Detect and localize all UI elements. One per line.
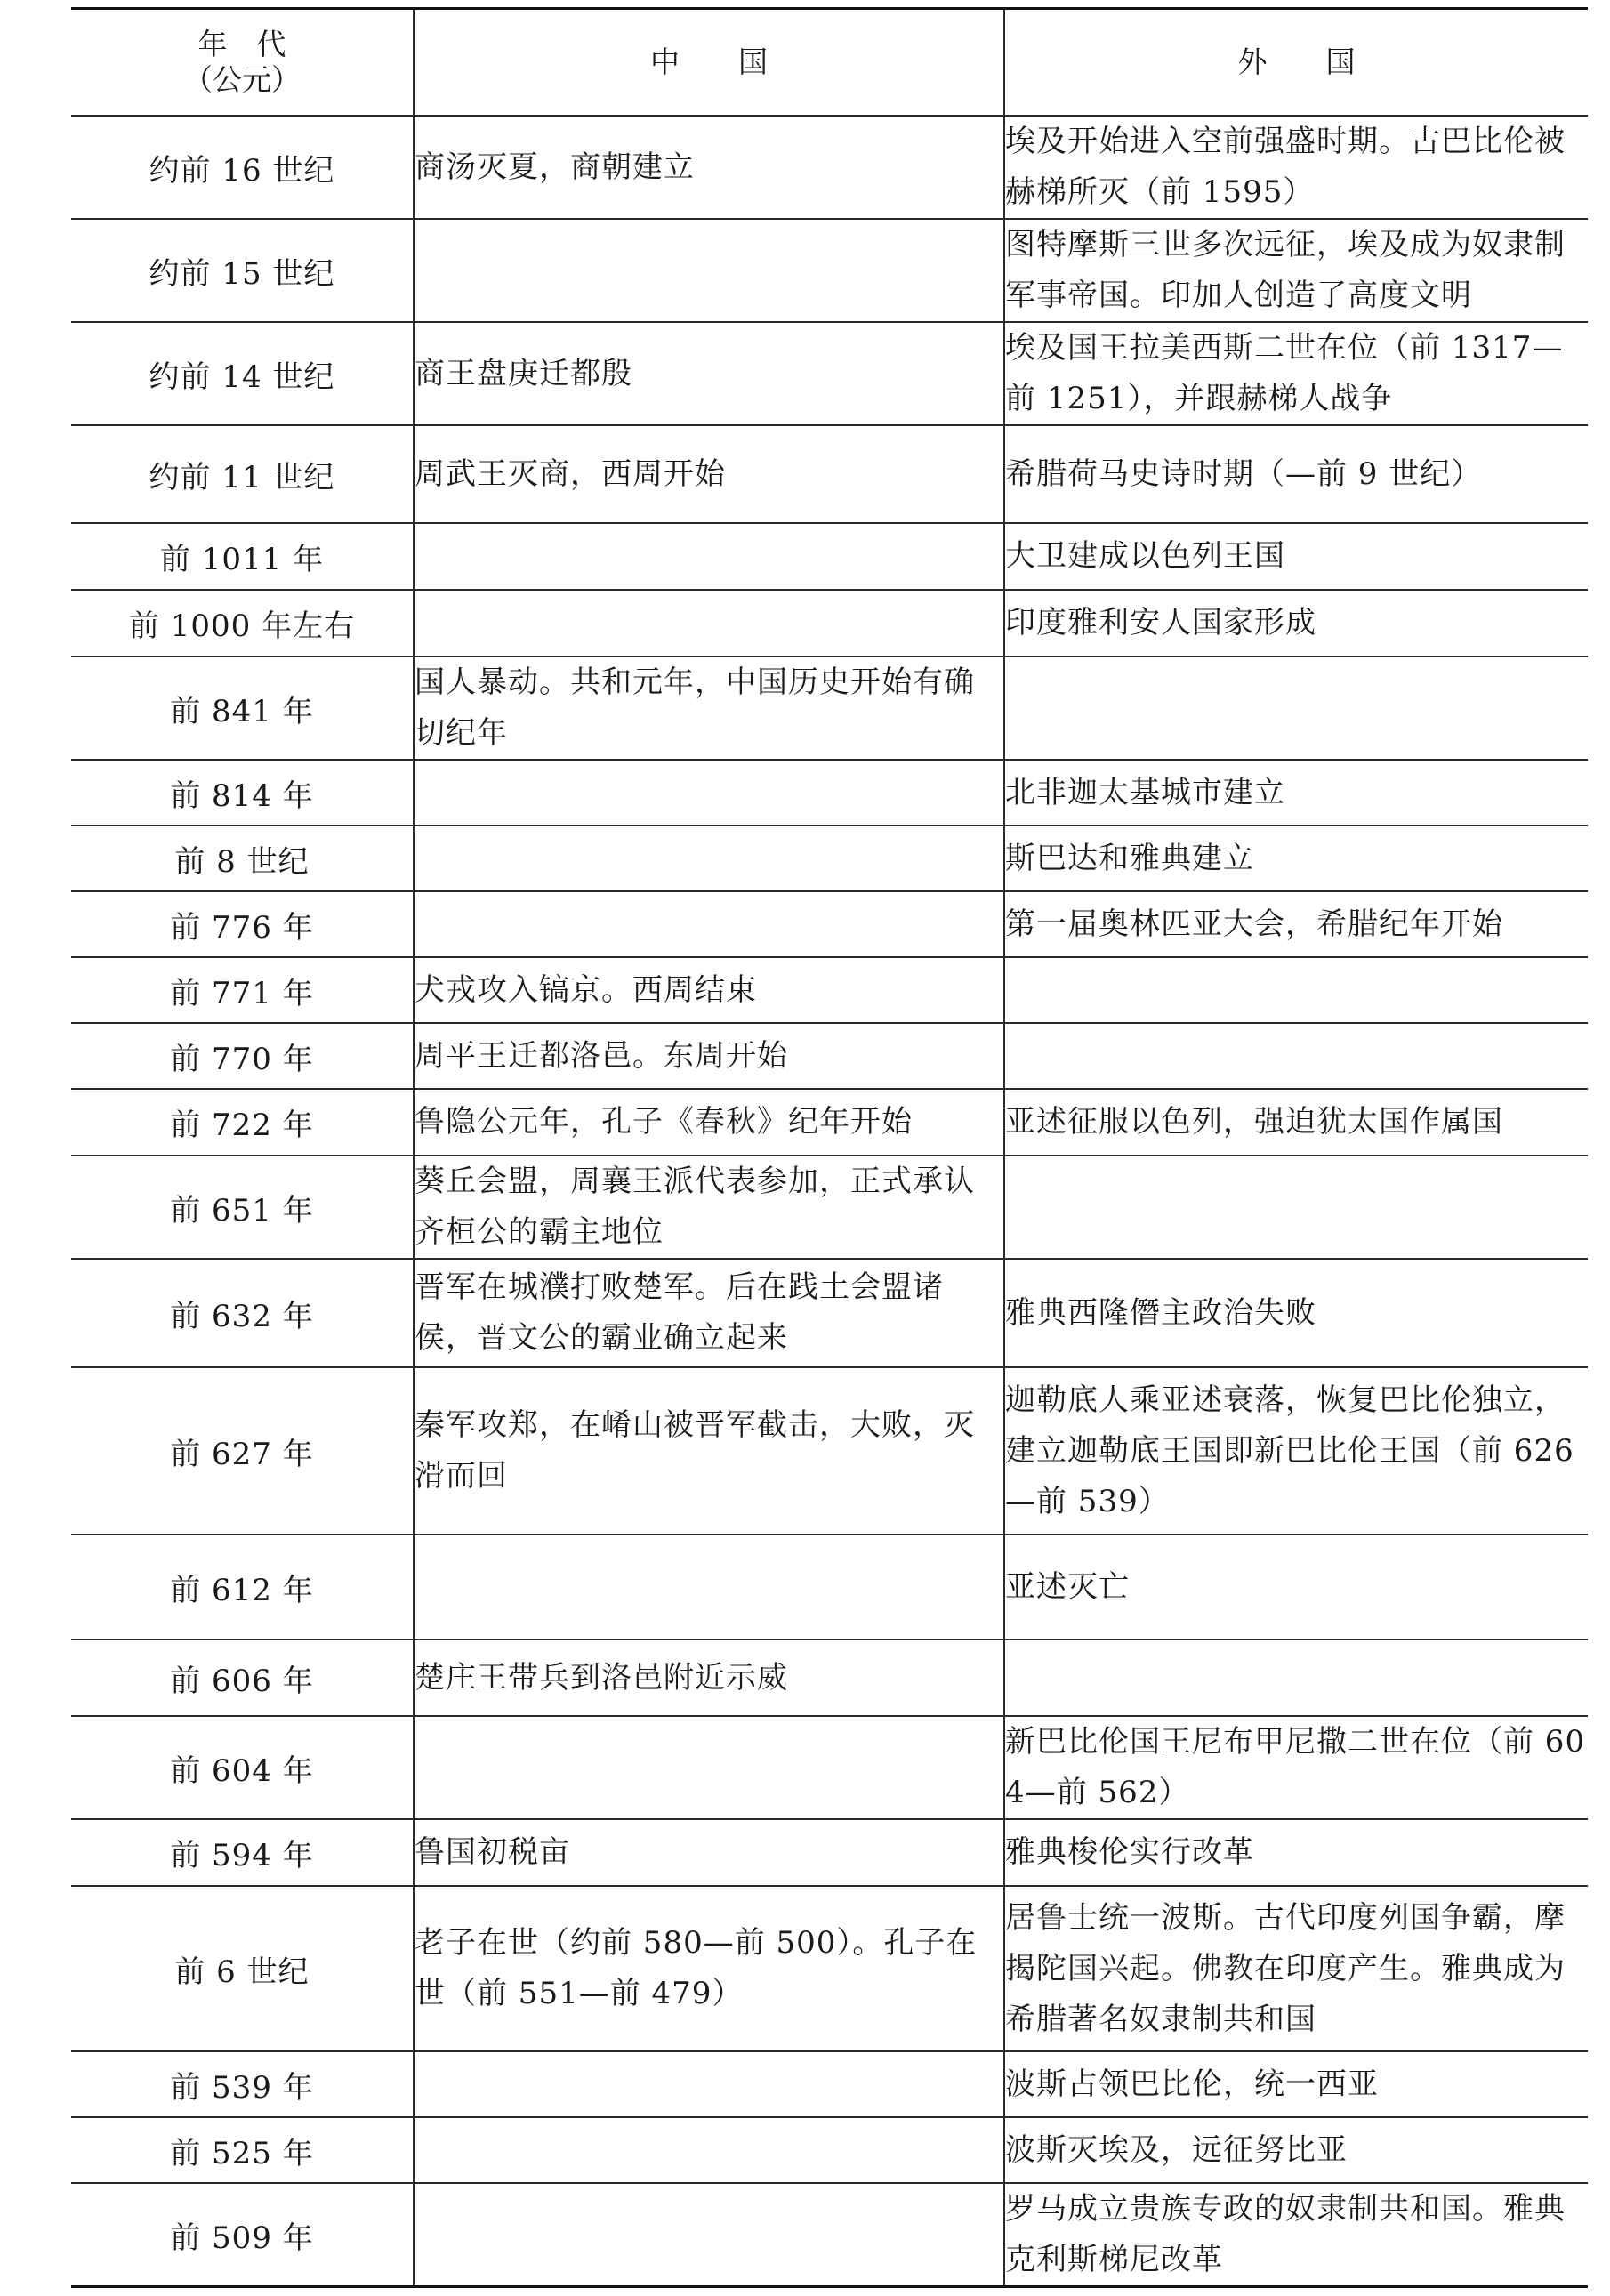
- table-row: [71, 1886, 1588, 2051]
- china-event-cell: 周平王迁都洛邑。东周开始: [414, 1023, 1004, 1089]
- foreign-event-cell: 新巴比伦国王尼布甲尼撒二世在位（前 604—前 562）: [1004, 1716, 1588, 1819]
- table-row: [71, 1535, 1588, 1639]
- china-event-cell: [414, 2117, 1004, 2183]
- year-cell: 约前 11 世纪: [71, 425, 414, 523]
- china-event-cell: [414, 219, 1004, 322]
- foreign-event-cell: 埃及国王拉美西斯二世在位（前 1317—前 1251），并跟赫梯人战争: [1004, 322, 1588, 425]
- table-row: [71, 760, 1588, 826]
- foreign-event-cell: 雅典西隆僭主政治失败: [1004, 1259, 1588, 1367]
- header-year-era: （公元）: [183, 62, 301, 97]
- china-event-cell: [414, 1716, 1004, 1819]
- chronology-table: [71, 7, 1588, 2288]
- foreign-event-cell: 斯巴达和雅典建立: [1004, 826, 1588, 891]
- year-cell: 前 539 年: [71, 2051, 414, 2117]
- header-china: 中 国: [414, 9, 1004, 117]
- foreign-event-cell: [1004, 1156, 1588, 1259]
- china-event-cell: 晋军在城濮打败楚军。后在践土会盟诸侯，晋文公的霸业确立起来: [414, 1259, 1004, 1367]
- china-event-cell: [414, 523, 1004, 590]
- china-event-cell: 楚庄王带兵到洛邑附近示威: [414, 1639, 1004, 1716]
- year-cell: 前 776 年: [71, 891, 414, 957]
- china-event-cell: 鲁隐公元年，孔子《春秋》纪年开始: [414, 1089, 1004, 1156]
- china-event-cell: 商王盘庚迁都殷: [414, 322, 1004, 425]
- table-row: [71, 957, 1588, 1023]
- year-cell: 前 594 年: [71, 1819, 414, 1886]
- table-row: [71, 2051, 1588, 2117]
- table-row: [71, 1819, 1588, 1886]
- document-page: [71, 7, 1588, 2288]
- table-row: [71, 590, 1588, 657]
- foreign-event-cell: 大卫建成以色列王国: [1004, 523, 1588, 590]
- china-event-cell: 葵丘会盟，周襄王派代表参加，正式承认齐桓公的霸主地位: [414, 1156, 1004, 1259]
- foreign-event-cell: [1004, 657, 1588, 760]
- china-event-cell: [414, 2051, 1004, 2117]
- year-cell: 前 525 年: [71, 2117, 414, 2183]
- year-cell: 前 651 年: [71, 1156, 414, 1259]
- year-cell: 前 627 年: [71, 1367, 414, 1535]
- foreign-event-cell: [1004, 957, 1588, 1023]
- china-event-cell: 周武王灭商，西周开始: [414, 425, 1004, 523]
- china-event-cell: 秦军攻郑，在崤山被晋军截击，大败，灭滑而回: [414, 1367, 1004, 1535]
- foreign-event-cell: 第一届奥林匹亚大会，希腊纪年开始: [1004, 891, 1588, 957]
- table-row: [71, 891, 1588, 957]
- foreign-event-cell: 印度雅利安人国家形成: [1004, 590, 1588, 657]
- foreign-event-cell: 图特摩斯三世多次远征，埃及成为奴隶制军事帝国。印加人创造了高度文明: [1004, 219, 1588, 322]
- table-row: [71, 322, 1588, 425]
- foreign-event-cell: [1004, 1639, 1588, 1716]
- table-row: [71, 1259, 1588, 1367]
- table-row: [71, 826, 1588, 891]
- table-row: [71, 2117, 1588, 2183]
- table-row: [71, 523, 1588, 590]
- china-event-cell: [414, 2183, 1004, 2287]
- china-event-cell: 犬戎攻入镐京。西周结束: [414, 957, 1004, 1023]
- table-row: [71, 1367, 1588, 1535]
- foreign-event-cell: 罗马成立贵族专政的奴隶制共和国。雅典克利斯梯尼改革: [1004, 2183, 1588, 2287]
- year-cell: 约前 14 世纪: [71, 322, 414, 425]
- china-event-cell: 国人暴动。共和元年，中国历史开始有确切纪年: [414, 657, 1004, 760]
- year-cell: 约前 15 世纪: [71, 219, 414, 322]
- china-event-cell: 老子在世（约前 580—前 500）。孔子在世（前 551—前 479）: [414, 1886, 1004, 2051]
- year-cell: 前 814 年: [71, 760, 414, 826]
- table-row: [71, 116, 1588, 219]
- header-year-label: 年 代: [197, 27, 286, 61]
- year-cell: 前 1000 年左右: [71, 590, 414, 657]
- year-cell: 前 509 年: [71, 2183, 414, 2287]
- china-event-cell: 商汤灭夏，商朝建立: [414, 116, 1004, 219]
- year-cell: 约前 16 世纪: [71, 116, 414, 219]
- china-event-cell: [414, 826, 1004, 891]
- year-cell: 前 604 年: [71, 1716, 414, 1819]
- table-row: [71, 1089, 1588, 1156]
- header-row: [71, 9, 1588, 117]
- foreign-event-cell: 亚述征服以色列，强迫犹太国作属国: [1004, 1089, 1588, 1156]
- china-event-cell: 鲁国初税亩: [414, 1819, 1004, 1886]
- foreign-event-cell: 迦勒底人乘亚述衰落，恢复巴比伦独立，建立迦勒底王国即新巴比伦王国（前 626—前 539）: [1004, 1367, 1588, 1535]
- foreign-event-cell: 波斯占领巴比伦，统一西亚: [1004, 2051, 1588, 2117]
- china-event-cell: [414, 1535, 1004, 1639]
- year-cell: 前 770 年: [71, 1023, 414, 1089]
- header-year: [71, 9, 414, 117]
- foreign-event-cell: 埃及开始进入空前强盛时期。古巴比伦被赫梯所灭（前 1595）: [1004, 116, 1588, 219]
- table-row: [71, 2183, 1588, 2287]
- table-row: [71, 425, 1588, 523]
- china-event-cell: [414, 891, 1004, 957]
- table-row: [71, 1023, 1588, 1089]
- year-cell: 前 1011 年: [71, 523, 414, 590]
- header-foreign: 外 国: [1004, 9, 1588, 117]
- foreign-event-cell: 雅典梭伦实行改革: [1004, 1819, 1588, 1886]
- foreign-event-cell: [1004, 1023, 1588, 1089]
- table-row: [71, 657, 1588, 760]
- foreign-event-cell: 亚述灭亡: [1004, 1535, 1588, 1639]
- foreign-event-cell: 北非迦太基城市建立: [1004, 760, 1588, 826]
- year-cell: 前 8 世纪: [71, 826, 414, 891]
- table-row: [71, 219, 1588, 322]
- foreign-event-cell: 波斯灭埃及，远征努比亚: [1004, 2117, 1588, 2183]
- china-event-cell: [414, 760, 1004, 826]
- year-cell: 前 606 年: [71, 1639, 414, 1716]
- year-cell: 前 632 年: [71, 1259, 414, 1367]
- table-row: [71, 1156, 1588, 1259]
- year-cell: 前 771 年: [71, 957, 414, 1023]
- year-cell: 前 6 世纪: [71, 1886, 414, 2051]
- table-row: [71, 1716, 1588, 1819]
- year-cell: 前 841 年: [71, 657, 414, 760]
- year-cell: 前 612 年: [71, 1535, 414, 1639]
- table-row: [71, 1639, 1588, 1716]
- foreign-event-cell: 居鲁士统一波斯。古代印度列国争霸，摩揭陀国兴起。佛教在印度产生。雅典成为希腊著名奴隶制共和国: [1004, 1886, 1588, 2051]
- foreign-event-cell: 希腊荷马史诗时期（—前 9 世纪）: [1004, 425, 1588, 523]
- china-event-cell: [414, 590, 1004, 657]
- year-cell: 前 722 年: [71, 1089, 414, 1156]
